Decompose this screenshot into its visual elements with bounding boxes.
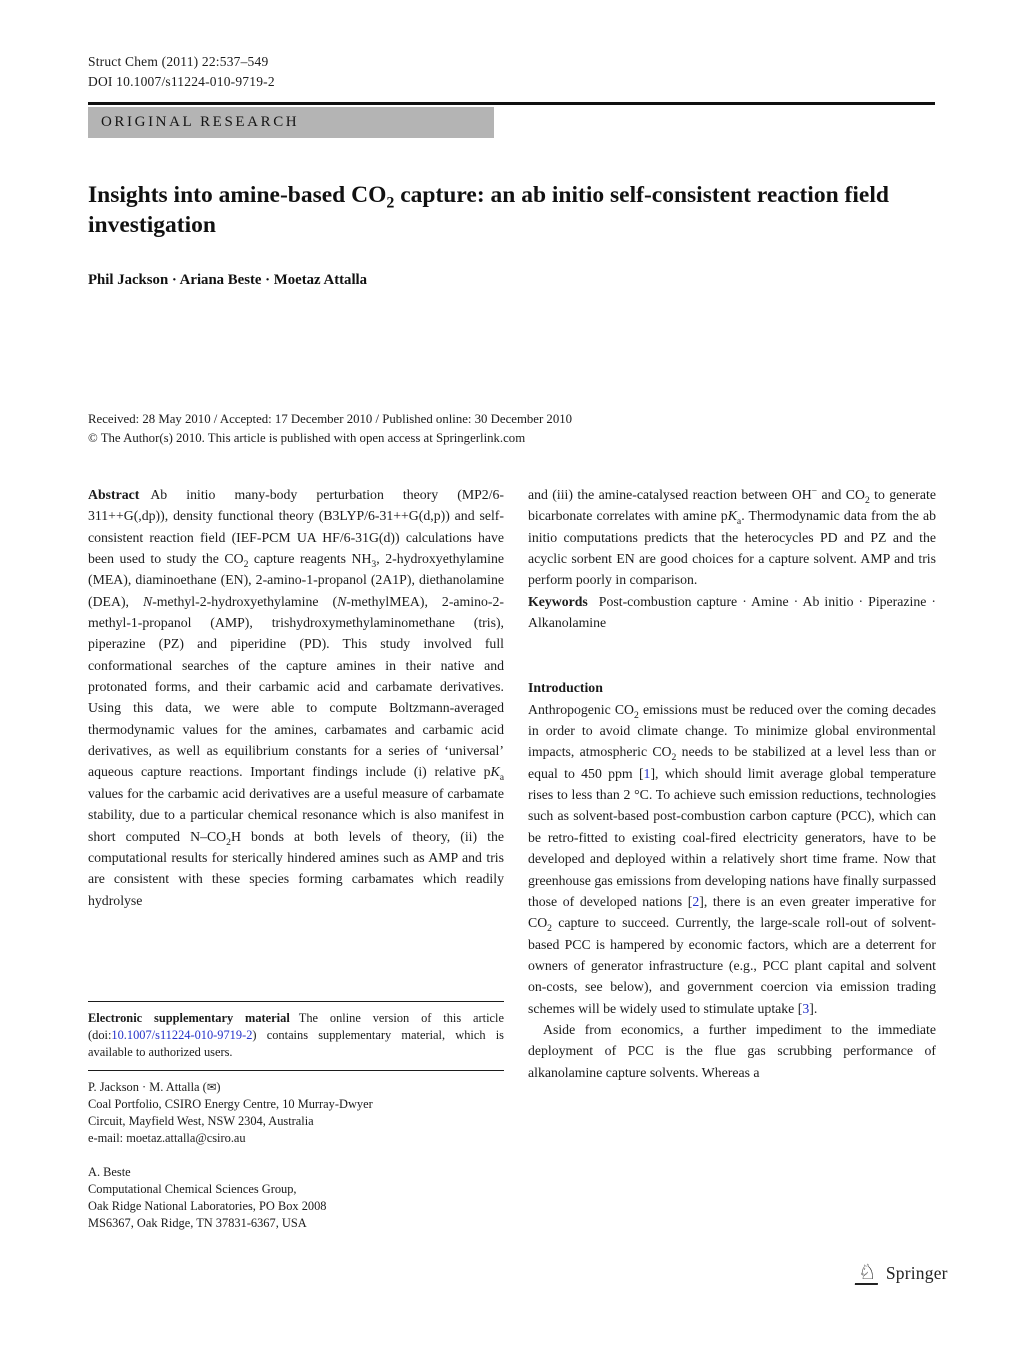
page-title: Insights into amine-based $CO_2$ capture: an ab initio self-consistent reaction field investigation	[88, 182, 889, 238]
section-heading-introduction: Introduction	[528, 680, 603, 696]
author-list: Phil Jackson · Ariana Beste · Moetaz Attalla	[88, 272, 368, 288]
inline-link[interactable]: 10.1007/s11224-010-9719-2	[111, 1028, 253, 1042]
article-type-banner: ORIGINAL RESEARCH	[88, 107, 494, 138]
springer-logo-label: Springer	[885, 1263, 948, 1283]
springer-logo	[856, 1262, 948, 1285]
affiliation-2-line: Oak Ridge National Laboratories, PO Box 2008	[88, 1199, 327, 1213]
affiliation-2	[88, 1164, 504, 1232]
received-accepted-line: Received: 28 May 2010 / Accepted: 17 December 2010 / Published online: 30 December 2010	[88, 412, 573, 426]
doi-line: DOI 10.1007/s11224-010-9719-2	[88, 74, 275, 89]
right-column	[528, 484, 936, 1083]
affiliation-1-line: Circuit, Mayfield West, NSW 2304, Australia	[88, 1114, 314, 1128]
keywords-paragraph	[528, 591, 936, 634]
footnote-rule-middle	[88, 1070, 504, 1071]
esm-text: The online version of this article (doi:10.1007/s11224-010-9719-2) contains supplementary material, which is available to authorized users.	[88, 1011, 504, 1059]
affiliation-2-line: MS6367, Oak Ridge, TN 37831-6367, USA	[88, 1216, 307, 1230]
supplementary-material-note	[88, 1010, 504, 1061]
abstract-label: Abstract	[88, 487, 140, 502]
footnote-block	[88, 1001, 504, 1232]
keywords-label: Keywords	[528, 593, 588, 609]
introduction-paragraph-1: Anthropogenic $CO_2$ emissions must be reduced over the coming decades in order to avoid climate change. To minimize global environmental impacts, atmospheric $CO_2$ needs to be stabilized at a level less than or equal to 450 ppm [1], which should limit average global temperature rises to less than 2 °C. To achieve such emission reductions, technologies such as solvent-based post-combustion carbon capture (PCC), which can be retro-fitted to existing coal-fired electricity generators, have to be developed and deployed within a relatively short time frame. Now that greenhouse gas emissions from developing nations have finally surpassed those of developed nations [2], there is an even greater imperative for $CO_2$ capture to succeed. Currently, the large-scale roll-out of solvent-based PCC is hampered by economic factors, which are a deterrent for owners of generator infrastructure (e.g., PCC plant capital and solvent on-costs, see below), and government coercion via emission trading schemes will be widely used to stimulate uptake [3].	[528, 701, 937, 1016]
inline-link[interactable]: 2	[692, 893, 700, 909]
abstract-text-part1: Ab initio many-body perturbation theory (MP2/6-311++G(,dp)), density functional theory (B3LYP/6-31++G(d,p)) and self-consistent reaction field (IEF-PCM UA HF/6-31G(d)) calculations have been used to study the $CO_2$ capture reagents $NH_3$, 2-hydroxyethylamine (MEA), diaminoethane (EN), 2-amino-1-propanol (2A1P), diethanolamine (DEA), N-methyl-2-hydroxyethylamine (N-methylMEA), 2-amino-2-methyl-1-propanol (AMP), trishydroxymethylaminomethane (tris), piperazine (PZ) and piperidine (PD). This study involved full conformational searches of the capture amines in their native and protonated forms, and their carbamic acid and carbamate derivatives. Using this data, we were able to compute Boltzmann-averaged thermodynamic values for the amines, carbamates and carbamic acid derivatives, as well as equilibrium constants for a series of ‘universal’ aqueous capture reactions. Important findings include (i) relative $pK_a$ values for the carbamic acid derivatives are a useful measure of carbamate stability, due to a particular chemical resonance which is also manifest in short computed $N-CO_2H$ bonds at both levels of theory, (ii) the computational results for sterically hindered amines such as AMP and tris are consistent with these species forming carbamates which readily hydrolyse	[88, 487, 504, 908]
esm-label: Electronic supplementary material	[88, 1011, 290, 1025]
abstract-paragraph	[88, 484, 504, 911]
affiliation-1-line: Coal Portfolio, CSIRO Energy Centre, 10 Murray-Dwyer	[88, 1097, 373, 1111]
introduction-paragraph-2: Aside from economics, a further impediment to the immediate deployment of PCC is the flue gas scrubbing performance of alkanolamine capture solvents. Whereas a	[528, 1021, 936, 1080]
inline-link[interactable]: 1	[643, 765, 651, 781]
inline-link[interactable]: 3	[802, 1000, 810, 1016]
springer-knight-icon: ♘	[855, 1262, 880, 1285]
copyright-line: © The Author(s) 2010. This article is published with open access at Springerlink.com	[88, 431, 526, 445]
header-rule	[88, 102, 935, 105]
left-column	[88, 484, 504, 911]
footnote-rule-top	[88, 1001, 504, 1002]
journal-reference: Struct Chem (2011) 22:537–549	[88, 54, 269, 69]
affiliation-1-email: e-mail: moetaz.attalla@csiro.au	[88, 1131, 246, 1145]
affiliation-2-line: A. Beste	[88, 1165, 131, 1179]
abstract-text-part2: and (iii) the amine-catalysed reaction between OH− and $CO_2$ to generate bicarbonate correlates with amine $pK_a$. Thermodynamic data from the ab initio computations predicts that the heterocycles PD and PZ and the acyclic sorbent EN are good choices for a capture solvent. AMP and tris perform poorly in comparison.	[528, 485, 936, 588]
affiliation-1	[88, 1079, 504, 1147]
keywords-text: Post-combustion capture · Amine · Ab initio · Piperazine · Alkanolamine	[528, 593, 936, 631]
affiliation-2-line: Computational Chemical Sciences Group,	[88, 1182, 297, 1196]
affiliation-1-names: P. Jackson · M. Attalla (✉)	[88, 1080, 221, 1094]
